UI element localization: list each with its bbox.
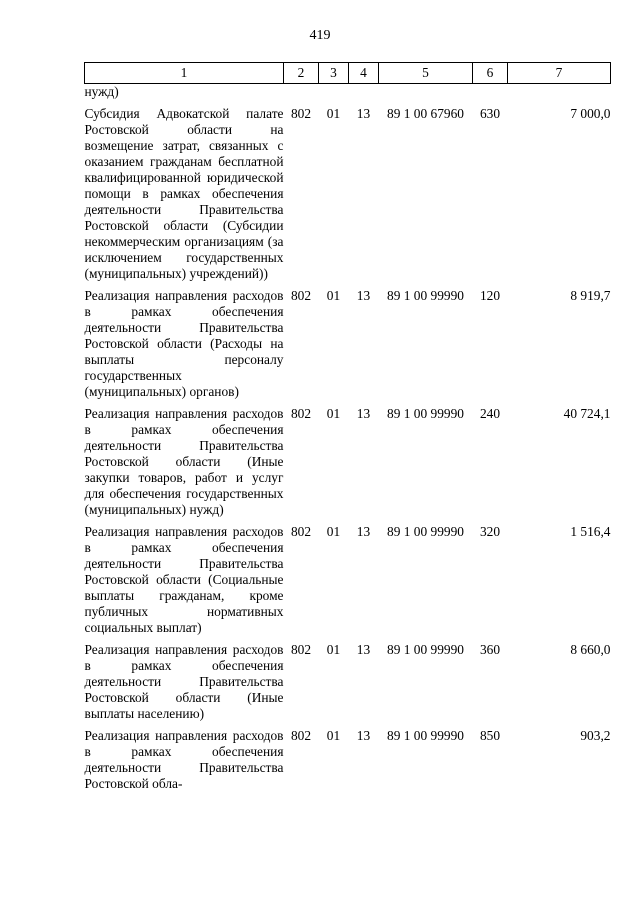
- row-target-code: 89 1 00 99990: [387, 728, 464, 743]
- row-subsection-code: 13: [356, 288, 371, 303]
- row-amount: 8 919,7: [570, 288, 611, 303]
- row-section-code: 01: [326, 524, 341, 539]
- row-subsection-code: 13: [356, 406, 371, 421]
- row-target-code: 89 1 00 99990: [387, 288, 464, 303]
- col-header-1: 1: [85, 63, 284, 84]
- table-row: [85, 636, 611, 722]
- col-header-3: 3: [319, 63, 349, 84]
- row-target-code: 89 1 00 67960: [387, 106, 464, 121]
- row-section-code: 01: [326, 406, 341, 421]
- col-header-4: 4: [349, 63, 379, 84]
- table-row: [85, 400, 611, 518]
- row-ministry-code: 802: [290, 106, 312, 121]
- row-target-code: 89 1 00 99990: [387, 406, 464, 421]
- row-expense-type: 630: [479, 106, 501, 121]
- row-amount: 1 516,4: [570, 524, 611, 539]
- row-description: Реализация направления расходов в рамках обеспечения деятельности Правительства Ростовской области (Социальные выплаты гражданам, кроме публичных нормативных социальных выплат): [84, 524, 284, 635]
- table-row: [85, 722, 611, 792]
- table-row: [85, 518, 611, 636]
- row-amount: 40 724,1: [563, 406, 611, 421]
- row-expense-type: 320: [479, 524, 501, 539]
- row-target-code: 89 1 00 99990: [387, 524, 464, 539]
- row-ministry-code: 802: [290, 288, 312, 303]
- col-header-7: 7: [508, 63, 611, 84]
- row-description: Реализация направления расходов в рамках обеспечения деятельности Правительства Ростовской области (Иные закупки товаров, работ и услуг для обеспечения государственных (муниципальных) нужд): [84, 406, 284, 517]
- continuation-row: [85, 84, 611, 101]
- row-expense-type: 360: [479, 642, 501, 657]
- row-description: Реализация направления расходов в рамках обеспечения деятельности Правительства Ростовской обла-: [84, 728, 284, 791]
- table-row: [85, 282, 611, 400]
- table-row: [85, 100, 611, 282]
- row-ministry-code: 802: [290, 728, 312, 743]
- column-number-header: [85, 63, 611, 84]
- row-subsection-code: 13: [356, 642, 371, 657]
- row-ministry-code: 802: [290, 642, 312, 657]
- col-header-2: 2: [284, 63, 319, 84]
- row-subsection-code: 13: [356, 728, 371, 743]
- row-section-code: 01: [326, 642, 341, 657]
- row-amount: 903,2: [580, 728, 611, 743]
- row-ministry-code: 802: [290, 524, 312, 539]
- row-amount: 8 660,0: [570, 642, 611, 657]
- row-subsection-code: 13: [356, 106, 371, 121]
- budget-table: [84, 62, 611, 792]
- row-subsection-code: 13: [356, 524, 371, 539]
- row-section-code: 01: [326, 288, 341, 303]
- col-header-5: 5: [379, 63, 473, 84]
- row-description: Реализация направления расходов в рамках обеспечения деятельности Правительства Ростовской области (Иные выплаты населению): [84, 642, 284, 721]
- row-expense-type: 850: [479, 728, 501, 743]
- row-amount: 7 000,0: [570, 106, 611, 121]
- col-header-6: 6: [473, 63, 508, 84]
- continuation-text: нужд): [84, 84, 119, 99]
- page-number: 419: [309, 28, 331, 43]
- row-expense-type: 120: [479, 288, 501, 303]
- row-description: Реализация направления расходов в рамках обеспечения деятельности Правительства Ростовской области (Расходы на выплаты персоналу государственных (муниципальных) органов): [84, 288, 284, 399]
- row-ministry-code: 802: [290, 406, 312, 421]
- row-section-code: 01: [326, 728, 341, 743]
- row-description: Субсидия Адвокатской палате Ростовской области на возмещение затрат, связанных с оказанием гражданам бесплатной квалифицированной юридической помощи в рамках обеспечения деятельности Правительства Ростовской области (Субсидии некоммерческим организациям (за исключением государственных (муниципальных) учреждений)): [84, 106, 284, 281]
- row-section-code: 01: [326, 106, 341, 121]
- row-target-code: 89 1 00 99990: [387, 642, 464, 657]
- row-expense-type: 240: [479, 406, 501, 421]
